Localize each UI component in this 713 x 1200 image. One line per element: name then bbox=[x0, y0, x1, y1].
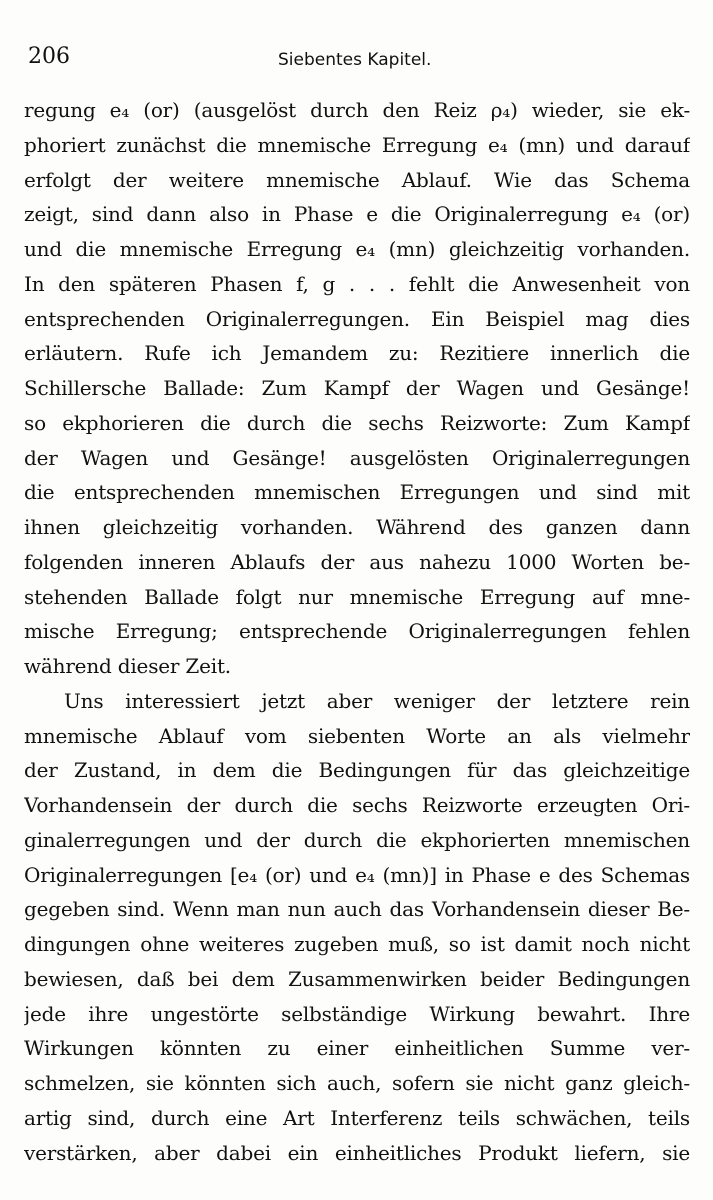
text-line: ginalerregungen und der durch die ekphorierten mnemischen bbox=[24, 827, 690, 852]
text-line: stehenden Ballade folgt nur mnemische Erregung auf mne- bbox=[24, 584, 690, 609]
text-line: ihnen gleichzeitig vorhanden. Während des ganzen dann bbox=[24, 515, 690, 539]
text-line: Uns interessiert jetzt aber weniger der letztere rein bbox=[64, 688, 690, 713]
text-line: und die mnemische Erregung e₄ (mn) gleichzeitig vorhanden. bbox=[24, 237, 690, 261]
text-line: jede ihre ungestörte selbständige Wirkung bewahrt. Ihre bbox=[24, 1001, 690, 1026]
text-line: regung e₄ (or) (ausgelöst durch den Reiz ρ₄) wieder, sie ek- bbox=[24, 98, 690, 122]
text-line: Vorhandensein der durch die sechs Reizworte erzeugten Ori- bbox=[24, 793, 690, 817]
body-text bbox=[24, 93, 690, 1170]
text-line: schmelzen, sie könnten sich auch, sofern sie nicht ganz gleich- bbox=[24, 1071, 690, 1095]
text-line: Wirkungen könnten zu einer einheitlichen Summe ver- bbox=[24, 1036, 690, 1061]
text-line: phoriert zunächst die mnemische Erregung e₄ (mn) und darauf bbox=[24, 132, 690, 157]
text-line: dingungen ohne weiteres zugeben muß, so ist damit noch nicht bbox=[24, 932, 690, 956]
text-line: während dieser Zeit. bbox=[24, 654, 231, 678]
paragraph-2 bbox=[24, 684, 690, 1171]
text-line: artig sind, durch eine Art Interferenz teils schwächen, teils bbox=[24, 1105, 690, 1130]
page-header bbox=[28, 44, 688, 84]
text-line: so ekphorieren die durch die sechs Reizworte: Zum Kampf bbox=[24, 410, 690, 435]
text-line: verstärken, aber dabei ein einheitliches Produkt liefern, sie bbox=[24, 1140, 690, 1165]
text-line: mische Erregung; entsprechende Originalerregungen fehlen bbox=[24, 619, 690, 644]
text-line: der Zustand, in dem die Bedingungen für das gleichzeitige bbox=[24, 758, 690, 783]
page-number: 206 bbox=[28, 44, 70, 69]
text-line: erfolgt der weitere mnemische Ablauf. Wie das Schema bbox=[24, 167, 690, 192]
text-line: gegeben sind. Wenn man nun auch das Vorhandensein dieser Be- bbox=[24, 897, 690, 922]
text-line: folgenden inneren Ablaufs der aus nahezu 1000 Worten be- bbox=[24, 549, 690, 574]
text-line: bewiesen, daß bei dem Zusammenwirken beider Bedingungen bbox=[24, 966, 690, 991]
text-line: der Wagen und Gesänge! ausgelösten Originalerregungen bbox=[24, 445, 690, 470]
text-line: zeigt, sind dann also in Phase e die Originalerregung e₄ (or) bbox=[24, 202, 690, 227]
text-line: Originalerregungen [e₄ (or) und e₄ (mn)] in Phase e des Schemas bbox=[24, 862, 690, 887]
text-line: Schillersche Ballade: Zum Kampf der Wagen und Gesänge! bbox=[24, 376, 690, 400]
text-line: erläutern. Rufe ich Jemandem zu: Rezitiere innerlich die bbox=[24, 341, 690, 366]
text-line: entsprechenden Originalerregungen. Ein Beispiel mag dies bbox=[24, 306, 690, 331]
running-head: Siebentes Kapitel. bbox=[278, 50, 432, 70]
text-line: In den späteren Phasen f, g . . . fehlt die Anwesenheit von bbox=[24, 271, 690, 296]
text-line: die entsprechenden mnemischen Erregungen und sind mit bbox=[24, 480, 690, 505]
text-line: mnemische Ablauf vom siebenten Worte an als vielmehr bbox=[24, 723, 690, 748]
paragraph-1 bbox=[24, 93, 690, 684]
